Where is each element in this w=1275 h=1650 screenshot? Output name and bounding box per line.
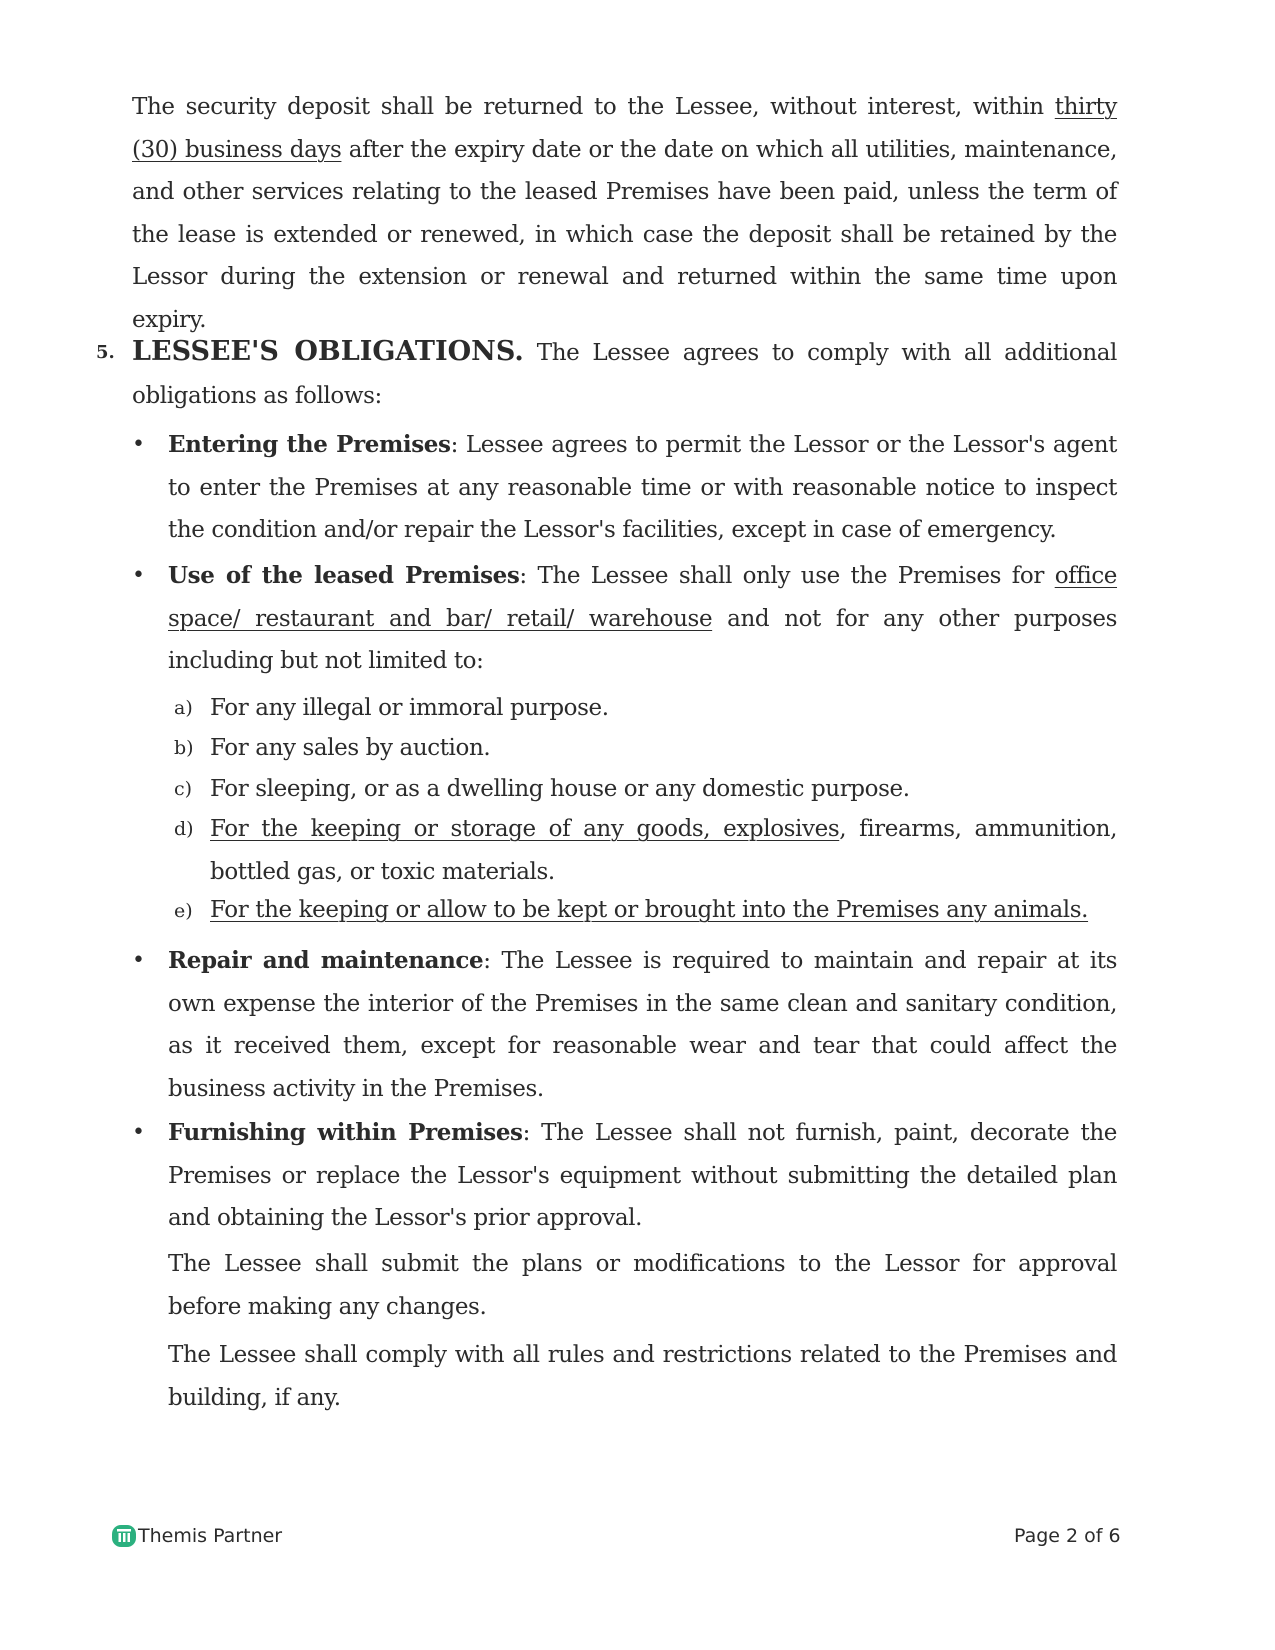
sub-item-text: For sleeping, or as a dwelling house or any domestic purpose.: [210, 776, 910, 802]
bullet-entering-premises: [168, 424, 1117, 552]
sub-item-e: [210, 889, 1117, 932]
section-title: LESSEE'S OBLIGATIONS.: [132, 336, 524, 367]
footer-brand: Themis Partner: [138, 1525, 283, 1547]
sub-item-text: For any sales by auction.: [210, 735, 491, 761]
permitted-use: office space/ restaurant and bar/ retail/ warehouse: [168, 563, 1118, 632]
security-deposit-paragraph: [132, 86, 1117, 341]
bullet-text: : The Lessee shall only use the Premises for: [519, 563, 1055, 589]
sub-item-a: [210, 687, 1117, 730]
bullet-use-of-premises: [168, 555, 1117, 683]
bullet-marker: •: [132, 563, 145, 588]
sub-item-marker: d): [174, 818, 194, 840]
bullet-text: and not for any other purposes including but not limited to:: [168, 605, 1117, 674]
bullet-marker: •: [132, 1120, 145, 1145]
sub-item-text: , firearms, ammunition, bottled gas, or toxic materials.: [210, 816, 1117, 885]
deposit-text-2: after the expiry date or the date on which all utilities, maintenance, and other services relating to the leased Premises have been paid, unless the term of the lease is extended or renewed, in which case the deposit shall be retained by the Lessor during the extension or renewal and returned within the same time upon expiry.: [132, 136, 1118, 333]
section-intro-text: The Lessee agrees to comply with all additional obligations as follows:: [132, 340, 1117, 409]
sub-item-text: For any illegal or immoral purpose.: [210, 695, 609, 721]
section-5-intro: [132, 331, 1117, 417]
page-number: Page 2 of 6: [1014, 1525, 1121, 1547]
bullet-furnishing: [168, 1112, 1117, 1240]
furnishing-plans-paragraph: The Lessee shall submit the plans or modifications to the Lessor for approval before making any changes.: [168, 1251, 1117, 1320]
bullet-text: : Lessee agrees to permit the Lessor or the Lessor's agent to enter the Premises at any reasonable time or with reasonable notice to inspect the condition and/or repair the Lessor's facilities, except in case of emergency.: [168, 432, 1117, 543]
deposit-text-1: The security deposit shall be returned to the Lessee, without interest, within: [132, 94, 1055, 120]
themis-partner-logo-icon: [112, 1525, 136, 1547]
sub-item-c: [210, 768, 1117, 811]
deposit-period: thirty (30) business days: [132, 94, 1117, 163]
sub-item-marker: e): [174, 900, 193, 922]
bullet-title: Use of the leased Premises: [168, 562, 520, 589]
bullet-text: : The Lessee is required to maintain and repair at its own expense the interior of the Premises in the same clean and sanitary condition, as it received them, except for reasonable wear and tear that could affect the business activity in the Premises.: [168, 948, 1117, 1102]
bullet-title: Furnishing within Premises: [168, 1119, 523, 1146]
sub-item-marker: c): [174, 778, 193, 800]
furnishing-rules-paragraph: The Lessee shall comply with all rules and restrictions related to the Premises and building, if any.: [168, 1342, 1117, 1411]
sub-item-underlined: For the keeping or allow to be kept or brought into the Premises any animals.: [210, 897, 1089, 923]
sub-item-b: [210, 727, 1117, 770]
sub-item-d: [210, 808, 1117, 893]
sub-item-marker: b): [174, 737, 194, 759]
sub-item-marker: a): [174, 697, 193, 719]
bullet-title: Entering the Premises: [168, 431, 451, 458]
bullet-text: : The Lessee shall not furnish, paint, decorate the Premises or replace the Lessor's equipment without submitting the detailed plan and obtaining the Lessor's prior approval.: [168, 1120, 1117, 1231]
section-number: 5.: [96, 342, 115, 363]
bullet-marker: •: [132, 948, 145, 973]
sub-item-underlined: For the keeping or storage of any goods, explosives: [210, 816, 840, 842]
bullet-title: Repair and maintenance: [168, 947, 484, 974]
bullet-marker: •: [132, 432, 145, 457]
bullet-repair-maintenance: [168, 940, 1117, 1110]
